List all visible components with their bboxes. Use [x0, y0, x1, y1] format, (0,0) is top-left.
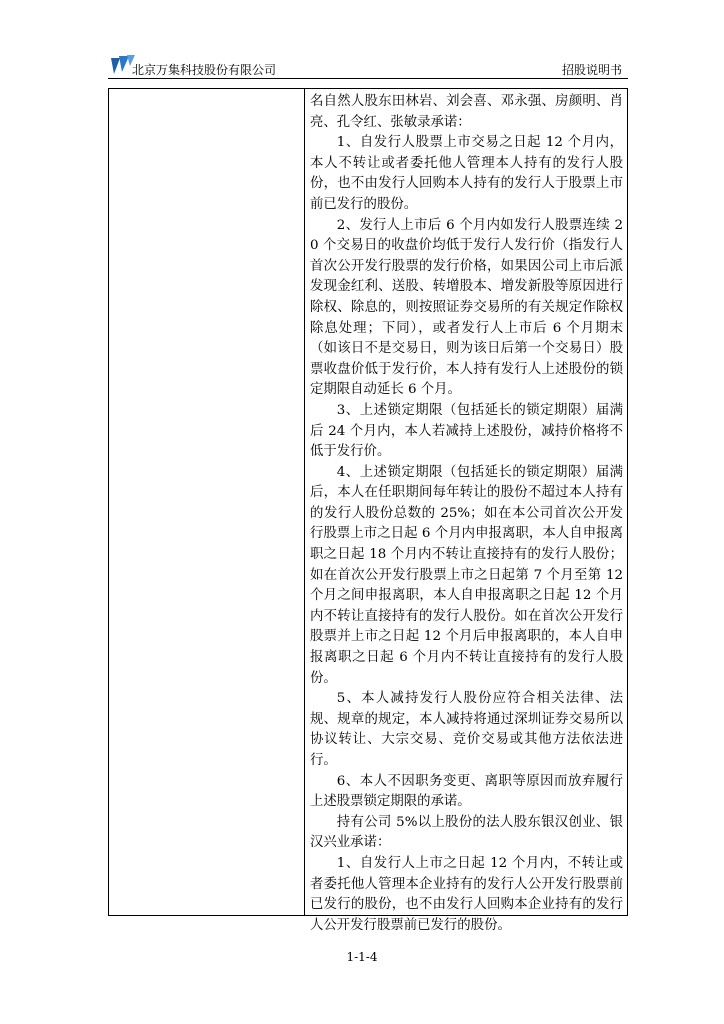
paragraph-item-4: 4、上述锁定期限（包括延长的锁定期限）届满后，本人在任职期间每年转让的股份不超过本人持有的发行人股份总数的 25%；如在本公司首次公开发行股票上市之日起 6 个月内申报离职，本人自申报离职之日起 18 个月内不转让直接持有的发行人股份；如在首次公开发行股票上市之日起第 7 个月至第 12 个月之间申报离职，本人自申报离职之日起 12 个月内不转让直接持有的发行人股份。如在首次公开发行股票并上市之日起 12 个月后申报离职的，本人自申报离职之日起 6 个月内不转让直接持有的发行人股份。	[310, 464, 623, 686]
page-header	[108, 52, 628, 80]
paragraph-intro: 名自然人股东田林岩、刘会喜、邓永强、房颜明、肖亮、孔令红、张敏录承诺：	[310, 94, 623, 130]
paragraph-item-3: 3、上述锁定期限（包括延长的锁定期限）届满后 24 个月内，本人若减持上述股份，减持价格将不低于发行价。	[310, 402, 623, 460]
commitment-table	[108, 88, 628, 933]
paragraph-item-6: 6、本人不因职务变更、离职等原因而放弃履行上述股票锁定期限的承诺。	[310, 773, 623, 810]
paragraph-item-1: 1、自发行人股票上市交易之日起 12 个月内，本人不转让或者委托他人管理本人持有的发行人股份，也不由发行人回购本人持有的发行人于股票上市前已发行的股份。	[310, 135, 623, 212]
paragraph-item-5: 5、本人减持发行人股份应符合相关法律、法规、规章的规定，本人减持将通过深圳证券交易所以协议转让、大宗交易、竞价交易或其他方法依法进行。	[310, 691, 623, 768]
header-divider	[108, 78, 628, 79]
company-name: 北京万集科技股份有限公司	[132, 63, 277, 77]
paragraph-corporate-item-1: 1、自发行人上市之日起 12 个月内，不转让或者委托他人管理本企业持有的发行人公开发行股票前已发行的股份，也不由发行人回购本企业持有的发行人公开发行股票前已发行的股份。	[310, 855, 623, 933]
paragraph-item-2: 2、发行人上市后 6 个月内如发行人股票连续 20 个交易日的收盘价均低于发行人发行价（指发行人首次公开发行股票的发行价格，如果因公司上市后派发现金红利、送股、转增股本、增发新股等原因进行除权、除息的，则按照证券交易所的有关规定作除权除息处理；下同），或者发行人上市后 6 个月期末（如该日不是交易日，则为该日后第一个交易日）股票收盘价低于发行价，本人持有发行人上述股份的锁定期限自动延长 6 个月。	[310, 217, 623, 398]
page-number: 1-1-4	[346, 950, 378, 964]
document-type: 招股说明书	[561, 63, 622, 77]
table-left-cell	[109, 89, 305, 915]
table-right-cell	[305, 89, 627, 933]
paragraph-corporate-shareholders: 持有公司 5%以上股份的法人股东银汉创业、银汉兴业承诺：	[310, 814, 623, 851]
